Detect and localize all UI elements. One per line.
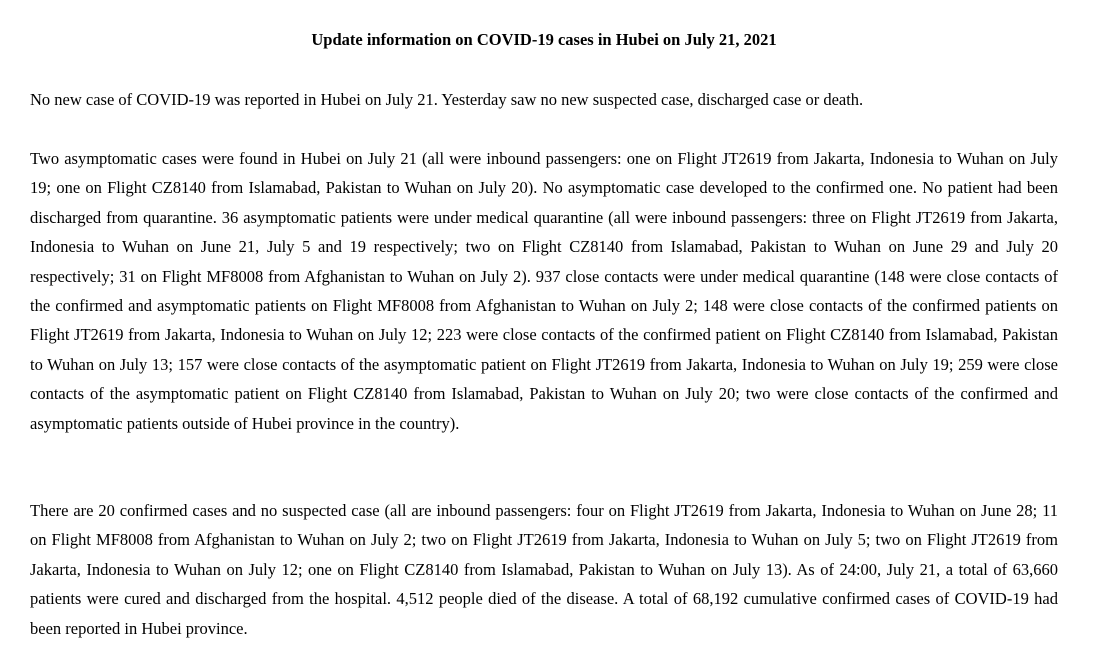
paragraph-confirmed-cases: There are 20 confirmed cases and no suspected case (all are inbound passengers: four on Flight JT2619 from Jakarta, Indonesia to Wuhan on June 28; 11 on Flight MF8008 from Afghanistan to Wuhan on July 2; two on Flight JT2619 from Jakarta, Indonesia to Wuhan on July 5; two on Flight JT2619 from Jakarta, Indonesia to Wuhan on July 12; one on Flight CZ8140 from Islamabad, Pakistan to Wuhan on July 13). As of 24:00, July 21, a total of 63,660 patients were cured and discharged from the hospital. 4,512 people died of the disease. A total of 68,192 cumulative confirmed cases of COVID-19 had been reported in Hubei province. (30, 501, 1058, 638)
paragraph-asymptomatic-cases: Two asymptomatic cases were found in Hubei on July 21 (all were inbound passengers: one on Flight JT2619 from Jakarta, Indonesia to Wuhan on July 19; one on Flight CZ8140 from Islamabad, Pakistan to Wuhan on July 20). No asymptomatic case developed to the confirmed one. No patient had been discharged from quarantine. 36 asymptomatic patients were under medical quarantine (all were inbound passengers: three on Flight JT2619 from Jakarta, Indonesia to Wuhan on June 21, July 5 and 19 respectively; two on Flight CZ8140 from Islamabad, Pakistan to Wuhan on June 29 and July 20 respectively; 31 on Flight MF8008 from Afghanistan to Wuhan on July 2). 937 close contacts were under medical quarantine (148 were close contacts of the confirmed and asymptomatic patients on Flight MF8008 from Afghanistan to Wuhan on July 2; 148 were close contacts of the confirmed patients on Flight JT2619 from Jakarta, Indonesia to Wuhan on July 12; 223 were close contacts of the confirmed patient on Flight CZ8140 from Islamabad, Pakistan to Wuhan on July 13; 157 were close contacts of the asymptomatic patient on Flight JT2619 from Jakarta, Indonesia to Wuhan on July 19; 259 were close contacts of the asymptomatic patient on Flight CZ8140 from Islamabad, Pakistan to Wuhan on July 20; two were close contacts of the confirmed and asymptomatic patients outside of Hubei province in the country). (30, 149, 1058, 433)
paragraph-no-new-case: No new case of COVID-19 was reported in Hubei on July 21. Yesterday saw no new suspected case, discharged case or death. (30, 90, 864, 109)
document-title: Update information on COVID-19 cases in Hubei on July 21, 2021 (311, 30, 777, 49)
